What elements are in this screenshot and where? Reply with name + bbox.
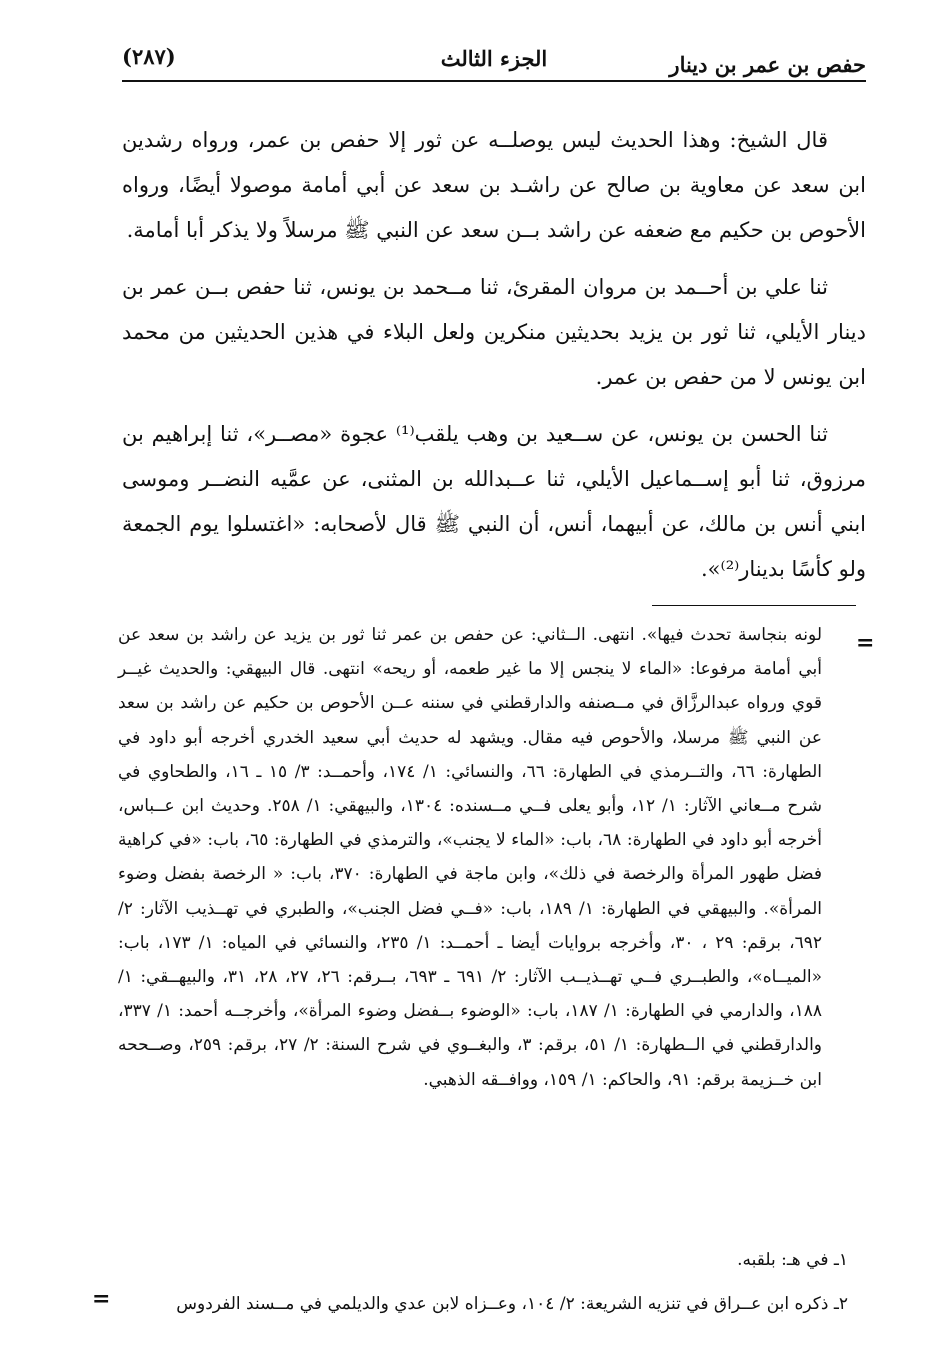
footnote-continuation-mark: = bbox=[856, 630, 875, 656]
main-paragraph: ثنا علي بن أحــمد بن مروان المقرئ، ثنا مــحمد بن يونس، ثنا حفص بــن عمر بن دينار الأيلي، ثنا ثور بن يزيد بحديثين منكرين ولعل البلاء في هذين الحديثين من محمد ابن يونس لا من حفص بن عمر. bbox=[122, 275, 866, 389]
page-number: (٢٨٧) bbox=[122, 44, 176, 69]
volume-title: الجزء الثالث bbox=[440, 46, 548, 71]
main-paragraph: قال الشيخ: وهذا الحديث ليس يوصلــه عن ثور إلا حفص بن عمر، ورواه رشدين ابن سعد عن معاوية بن صالح عن راشـد بن سعد عن أبي أمامة موصولا أيضًا، ورواه الأحوص بن حكيم مع ضعفه عن راشد بــن سعد عن النبي ﷺ مرسلاً ولا يذكر أبا أمامة. bbox=[122, 128, 866, 242]
footnote-separator bbox=[652, 605, 856, 606]
footnote-end-mark: = bbox=[92, 1286, 111, 1312]
footnote-list bbox=[118, 1238, 848, 1326]
footnotes-block bbox=[118, 618, 822, 1097]
running-title: حفص بن عمر بن دينار bbox=[669, 52, 866, 77]
header-rule bbox=[122, 80, 866, 82]
main-text bbox=[122, 118, 866, 604]
footnote-item: ٢ـ ذكره ابن عــراق في تنزيه الشريعة: ٢/ ١٠٤، وعــزاه لابن عدي والديلمي في مــسند الفردوس bbox=[176, 1294, 848, 1314]
page-header bbox=[122, 42, 866, 78]
footnote-item: ١ـ في هـ: بلقبه. bbox=[737, 1250, 848, 1270]
footnote-continued-text: لونه بنجاسة تحدث فيها». انتهى. الــثاني: عن حفص بن عمر ثنا ثور بن يزيد عن راشد بن سعد عن أبي أمامة مرفوعا: «الماء لا ينجس إلا ما غير طعمه، أو ريحه» انتهى. قال البيهقي: والحديث غيــر قوي ورواه عبدالرزَّاق في مــصنفه والدارقطني في سننه عــن الأحوص بن حكيم عن راشد بن سعد عن النبي ﷺ مرسلا، والأحوص فيه مقال. ويشهد له حديث أبي سعيد الخدري أخرجه أبو داود في الطهارة: ٦٦، والتــرمذي في الطهارة: ٦٦، والنسائي: ١/ ١٧٤، وأحمــد: ٣/ ١٥ ـ ١٦، والطحاوي في شرح مــعاني الآثار: ١/ ١٢، وأبو يعلى فــي مــسنده: ١٣٠٤، والبيهقي: ١/ ٢٥٨. وحديث ابن عــباس، أخرجه أبو داود في الطهارة: ٦٨، باب: «الماء لا يجنب»، والترمذي في الطهارة: ٦٥، باب: «في كراهية فضل طهور المرأة والرخصة في ذلك»، وابن ماجة في الطهارة: ٣٧٠، باب: « الرخصة بفضل وضوء المرأة». والبيهقي في الطهارة: ١/ ١٨٩، باب: «فــي فضل الجنب»، والطبري في تهــذيب الآثار: ٢/ ٦٩٢، برقم: ٢٩ ، ٣٠، وأخرجه بروايات أيضا ـ أحمــد: ١/ ٢٣٥، والنسائي في المياه: ١/ ١٧٣، باب: «الميــاه»، والطبــري فــي تهــذيــب الآثار: ٢/ ٦٩١ ـ ٦٩٣، بــرقم: ٢٦، ٢٧، ٢٨، ٣١، والبيهــقي: ١/ ١٨٨، والدارمي في الطهارة: ١/ ١٨٧، باب: «الوضوء بــفضل وضوء المرأة»، وأخرجــه أحمد: ١/ ٣٣٧، والدارقطني في الــطهارة: ١/ ٥١، برقم: ٣، والبغــوي في شرح السنة: ٢/ ٢٧، برقم: ٢٥٩، وصــححه ابن خــزيمة برقم: ٩١، والحاكم: ١/ ١٥٩، ووافــقه الذهبي. bbox=[118, 625, 823, 1090]
main-paragraph: ثنا الحسن بن يونس، عن ســعيد بن وهب يلقب⁽¹⁾ عجوة «مصــر»، ثنا إبراهيم بن مرزوق، ثنا أبو إســماعيل الأيلي، ثنا عــبدالله بن المثنى، عن عمَّيه النضــر وموسى ابني أنس بن مالك، عن أبيهما، أنس، أن النبي ﷺ قال لأصحابه: «اغتسلوا يوم الجمعة ولو كأسًا بدينار⁽²⁾». bbox=[122, 422, 866, 581]
